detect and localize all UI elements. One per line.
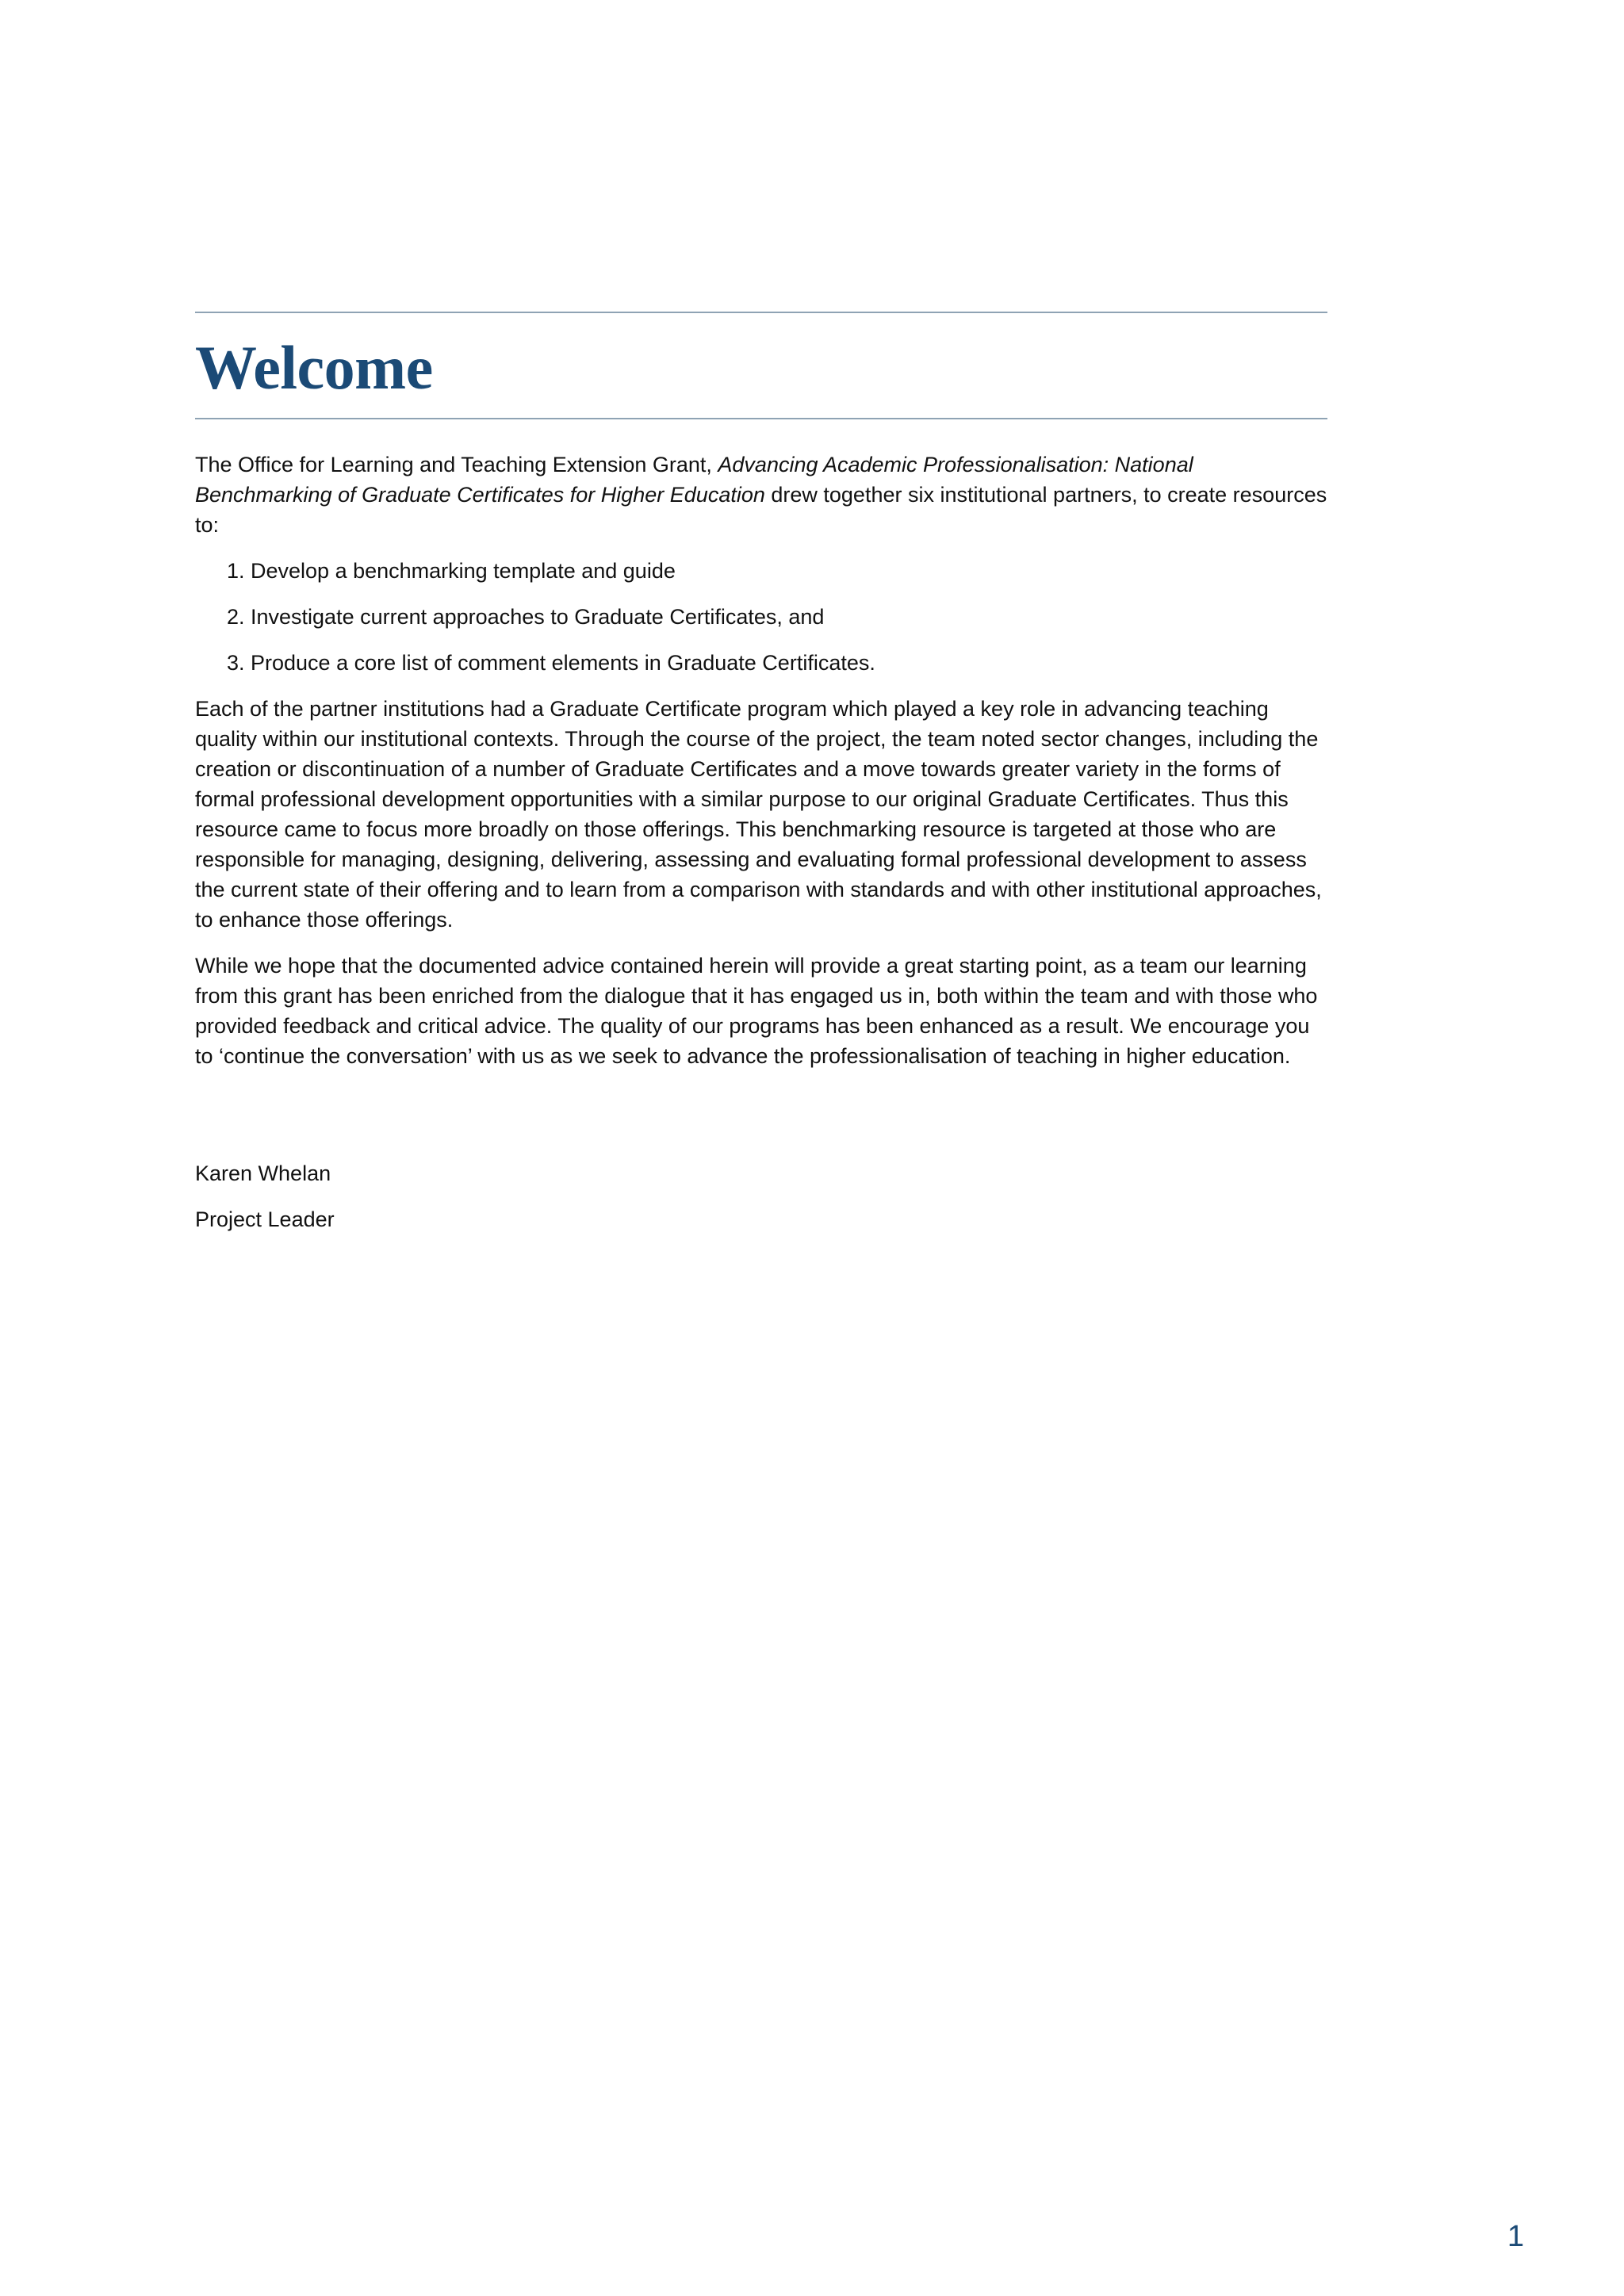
objective-item: 1. Develop a benchmarking template and guide <box>251 556 1327 586</box>
objective-item: 3. Produce a core list of comment elements in Graduate Certificates. <box>251 648 1327 678</box>
signoff <box>195 1158 1327 1234</box>
objective-item: 2. Investigate current approaches to Graduate Certificates, and <box>251 602 1327 632</box>
partners-paragraph: Each of the partner institutions had a Graduate Certificate program which played a key role in advancing teaching quality within our institutional contexts. Through the course of the project, the team noted sector changes, including the creation or discontinuation of a number of Graduate Certificates and a move towards greater variety in the forms of formal professional development opportunities with a similar purpose to our original Graduate Certificates. Thus this resource came to focus more broadly on those offerings. This benchmarking resource is targeted at those who are responsible for managing, designing, delivering, assessing and evaluating formal professional development to assess the current state of their offering and to learn from a comparison with standards and with other institutional approaches, to enhance those offerings. <box>195 697 1322 932</box>
intro-tail: drew together six institutional partners, to create resources to: <box>195 483 1327 537</box>
page-title: Welcome <box>195 333 433 402</box>
body-text <box>195 450 1327 1071</box>
dialogue-paragraph: While we hope that the documented advice contained herein will provide a great starting point, as a team our learning from this grant has been enriched from the dialogue that it has engaged us in, both within the team and with those who provided feedback and critical advice. The quality of our programs has been enhanced as a result. We encourage you to ‘continue the conversation’ with us as we seek to advance the professionalisation of teaching in higher education. <box>195 954 1318 1068</box>
intro-paragraph <box>195 450 1327 540</box>
document-page <box>195 312 1327 1250</box>
grant-title: Advancing Academic Professionalisation: National Benchmarking of Graduate Certificates for Higher Education <box>195 453 1193 507</box>
intro-lead: The Office for Learning and Teaching Extension Grant, <box>195 453 718 476</box>
title-underline-rule <box>195 418 1327 419</box>
page-number: 1 <box>1507 2220 1524 2253</box>
top-rule <box>195 312 1327 313</box>
signoff-role: Project Leader <box>195 1207 335 1231</box>
objectives-list <box>195 556 1327 678</box>
signoff-name: Karen Whelan <box>195 1161 331 1185</box>
